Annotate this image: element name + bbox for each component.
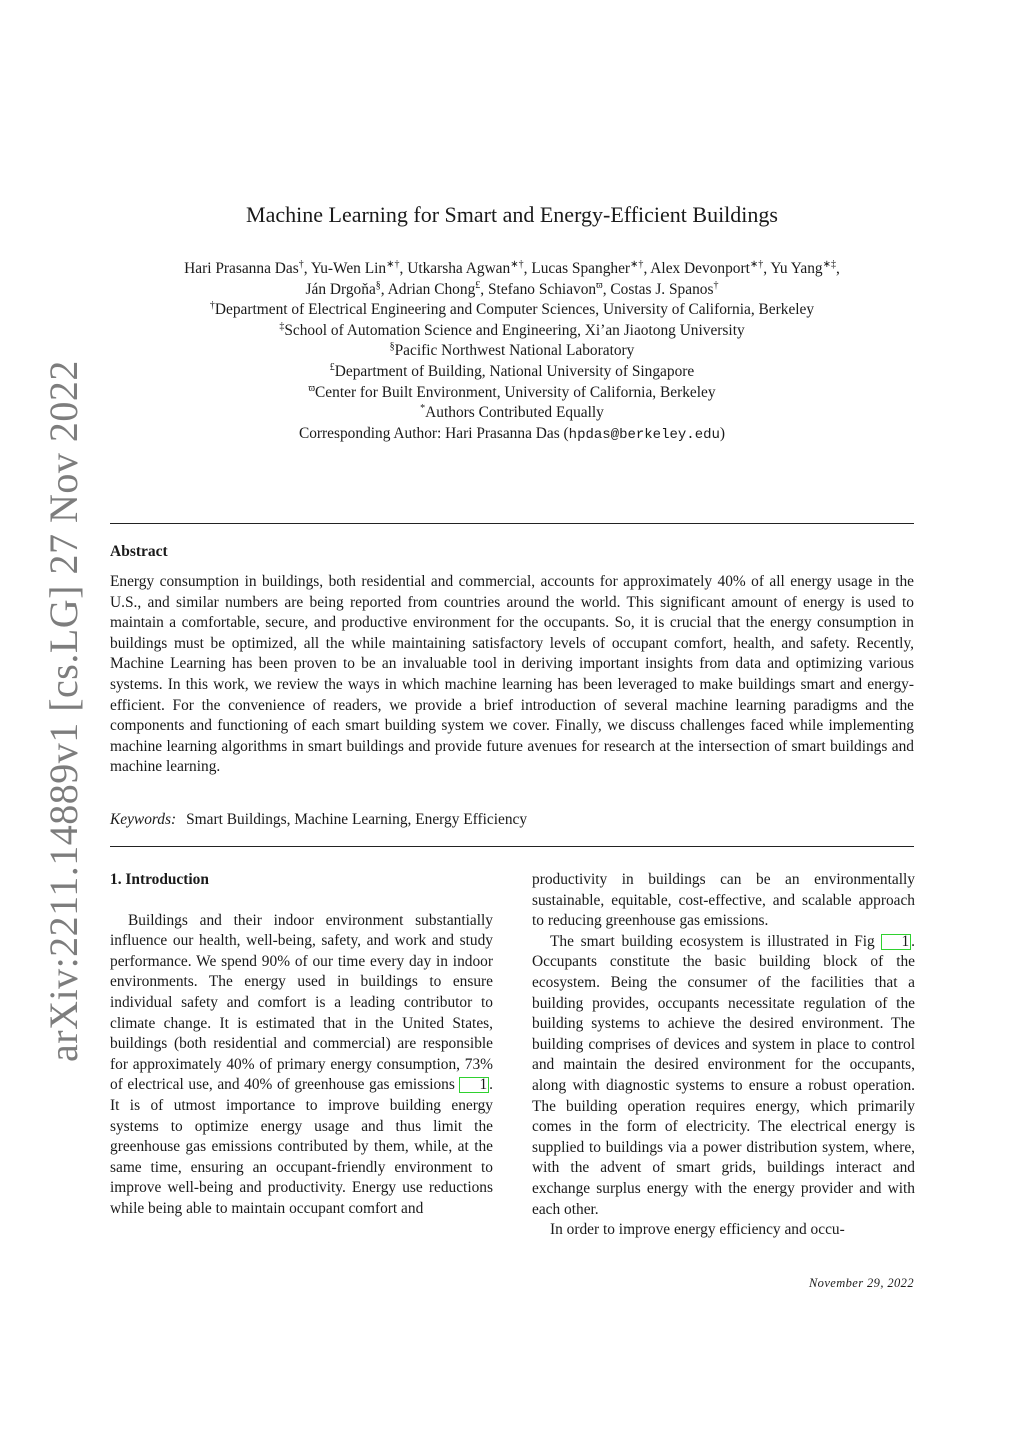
author-name: Ján Drgoňa: [305, 280, 376, 298]
author-mark: ϖ: [596, 279, 603, 291]
affiliation: [110, 362, 914, 383]
affiliation-mark: *: [420, 403, 426, 415]
affiliation: [110, 403, 914, 424]
top-rule: [110, 523, 914, 524]
paper-title: Machine Learning for Smart and Energy-Efficient Buildings: [246, 202, 778, 227]
intro-paragraph-1-cont: productivity in buildings can be an environmentally sustainable, equitable, cost-effective, and scalable approach to reducing greenhouse gas emissions.: [532, 871, 915, 930]
paragraph-text: Buildings and their indoor environment substantially influence our health, well-being, safety, and work and study performance. We spend 90% of our time every day in indoor environments. The energy used in buildings to ensure individual safety and comfort is a leading contributor to climate change. It is estimated that in the United States, buildings (both residential and commercial) are responsible for approximately 40% of primary energy consumption, 73% of electrical use, and 40% of greenhouse gas emissions: [110, 911, 493, 1094]
affiliation-mark: £: [329, 361, 335, 373]
bottom-rule: [110, 846, 914, 847]
author-line-1: Hari Prasanna Das†, Yu-Wen Lin∗†, Utkarsha Agwan∗†, Lucas Spangher∗†, Alex Devonport∗†, Yu Yang∗‡,: [184, 258, 840, 277]
affiliation-mark: ϖ: [308, 382, 316, 394]
keywords-text: Smart Buildings, Machine Learning, Energy Efficiency: [186, 811, 528, 828]
affiliation-text: Pacific Northwest National Laboratory: [394, 342, 635, 360]
affiliation-text: Department of Electrical Engineering and Computer Sciences, University of California, Berkeley: [214, 301, 815, 319]
author-name: Hari Prasanna Das: [184, 260, 299, 277]
left-column: [110, 870, 493, 1220]
corresponding-close: ): [719, 424, 726, 442]
corresponding-author: [110, 424, 914, 446]
affiliation: [110, 321, 914, 342]
keywords-label: Keywords:: [110, 811, 177, 828]
author-block: [110, 259, 914, 445]
author-line-2: Ján Drgoňa§, Adrian Chong£, Stefano Schiavon$^ϖ$, Costas J. Spanos†: [305, 279, 719, 298]
arxiv-stamp: arXiv:2211.14889v1 [cs.LG] 27 Nov 2022: [41, 360, 86, 1062]
corresponding-label: Corresponding Author: Hari Prasanna Das (: [298, 424, 569, 442]
author-mark: £: [475, 279, 481, 291]
author-mark: ∗†: [749, 258, 764, 270]
author-name: Alex Devonport: [650, 260, 750, 277]
author-name: Utkarsha Agwan: [407, 260, 511, 277]
affiliation-text: Department of Building, National University of Singapore: [334, 362, 695, 380]
intro-paragraph-1: [110, 911, 493, 1220]
paragraph-text: . Occupants constitute the basic building block of the ecosystem. Being the consumer of the facilities that a building provides, occupants necessitate regulation of the building systems to achieve the desired environment. The building comprises of devices and system in place to control and maintain the desired environment for the occupants, along with diagnostic systems to ensure a robust operation. The building operation requires energy, which primarily comes in the form of electricity. The electrical energy is supplied to buildings via a power distribution system, where, with the advent of smart grids, buildings interact and exchange surplus energy with the energy provider and with each other.: [532, 932, 915, 1218]
intro-paragraph-2: [532, 932, 915, 1220]
section-heading-introduction: 1. Introduction: [110, 871, 209, 888]
affiliation: [110, 300, 914, 321]
affiliation-text: Center for Built Environment, University of California, Berkeley: [315, 383, 716, 401]
author-name: Lucas Spangher: [531, 260, 631, 277]
author-mark: ∗†: [630, 258, 644, 270]
date-footer: November 29, 2022: [808, 1276, 914, 1290]
paragraph-text: . It is of utmost importance to improve building energy systems to optimize energy usage and thus limit the greenhouse gas emissions contributed by them, while, at the same time, ensuring an occupant-friendly environment to improve well-being and productivity. Energy use reductions while being able to maintain occupant comfort and: [110, 1076, 493, 1217]
author-name: Adrian Chong: [387, 280, 476, 298]
affiliation-text: Authors Contributed Equally: [425, 404, 604, 422]
affiliation-mark: †: [209, 300, 215, 312]
affiliation: [110, 341, 914, 362]
corresponding-email[interactable]: hpdas@berkeley.edu: [568, 426, 720, 443]
paragraph-text: The smart building ecosystem is illustrated in Fig: [550, 932, 882, 950]
author-name: Yu Yang: [770, 260, 823, 277]
affiliation-text: School of Automation Science and Engineering, Xi’an Jiaotong University: [284, 321, 745, 339]
right-column: [532, 870, 915, 1241]
author-mark: ∗†: [510, 258, 524, 270]
abstract-text: Energy consumption in buildings, both residential and commercial, accounts for approximately 40% of all energy usage in the U.S., and similar numbers are being reported from countries around the world. This significant amount of energy is used to maintain a comfortable, secure, and productive environment for the occupants. So, it is crucial that the energy consumption in buildings must be optimized, all the while maintaining satisfactory levels of occupant comfort, health, and safety. Recently, Machine Learning has been proven to be an invaluable tool in deriving important insights from data and optimizing various systems. In this work, we review the ways in which machine learning has been leveraged to make buildings smart and energy-efficient. For the convenience of readers, we provide a brief introduction of several machine learning paradigms and the components and functioning of each smart building system we cover. Finally, we discuss challenges faced while implementing machine learning algorithms in smart buildings and provide future avenues for research at the intersection of smart buildings and machine learning.: [110, 573, 914, 776]
affiliation: [110, 383, 914, 404]
keywords-line: [110, 811, 527, 829]
author-name: Costas J. Spanos: [610, 280, 714, 298]
author-mark: ∗†: [386, 258, 400, 270]
author-mark: †: [713, 279, 719, 291]
author-mark: †: [298, 258, 304, 270]
abstract-heading: Abstract: [110, 543, 168, 560]
affiliation-mark: §: [389, 341, 395, 353]
author-name: Stefano Schiavon: [487, 280, 597, 298]
author-name: Yu-Wen Lin: [310, 260, 387, 277]
affiliation-mark: ‡: [279, 320, 285, 332]
intro-paragraph-3: In order to improve energy efficiency and occu-: [550, 1221, 845, 1239]
citation-link[interactable]: 1: [459, 1077, 489, 1093]
author-mark: ∗‡: [822, 258, 836, 270]
figure-link[interactable]: 1: [881, 934, 911, 950]
author-mark: §: [375, 279, 381, 291]
